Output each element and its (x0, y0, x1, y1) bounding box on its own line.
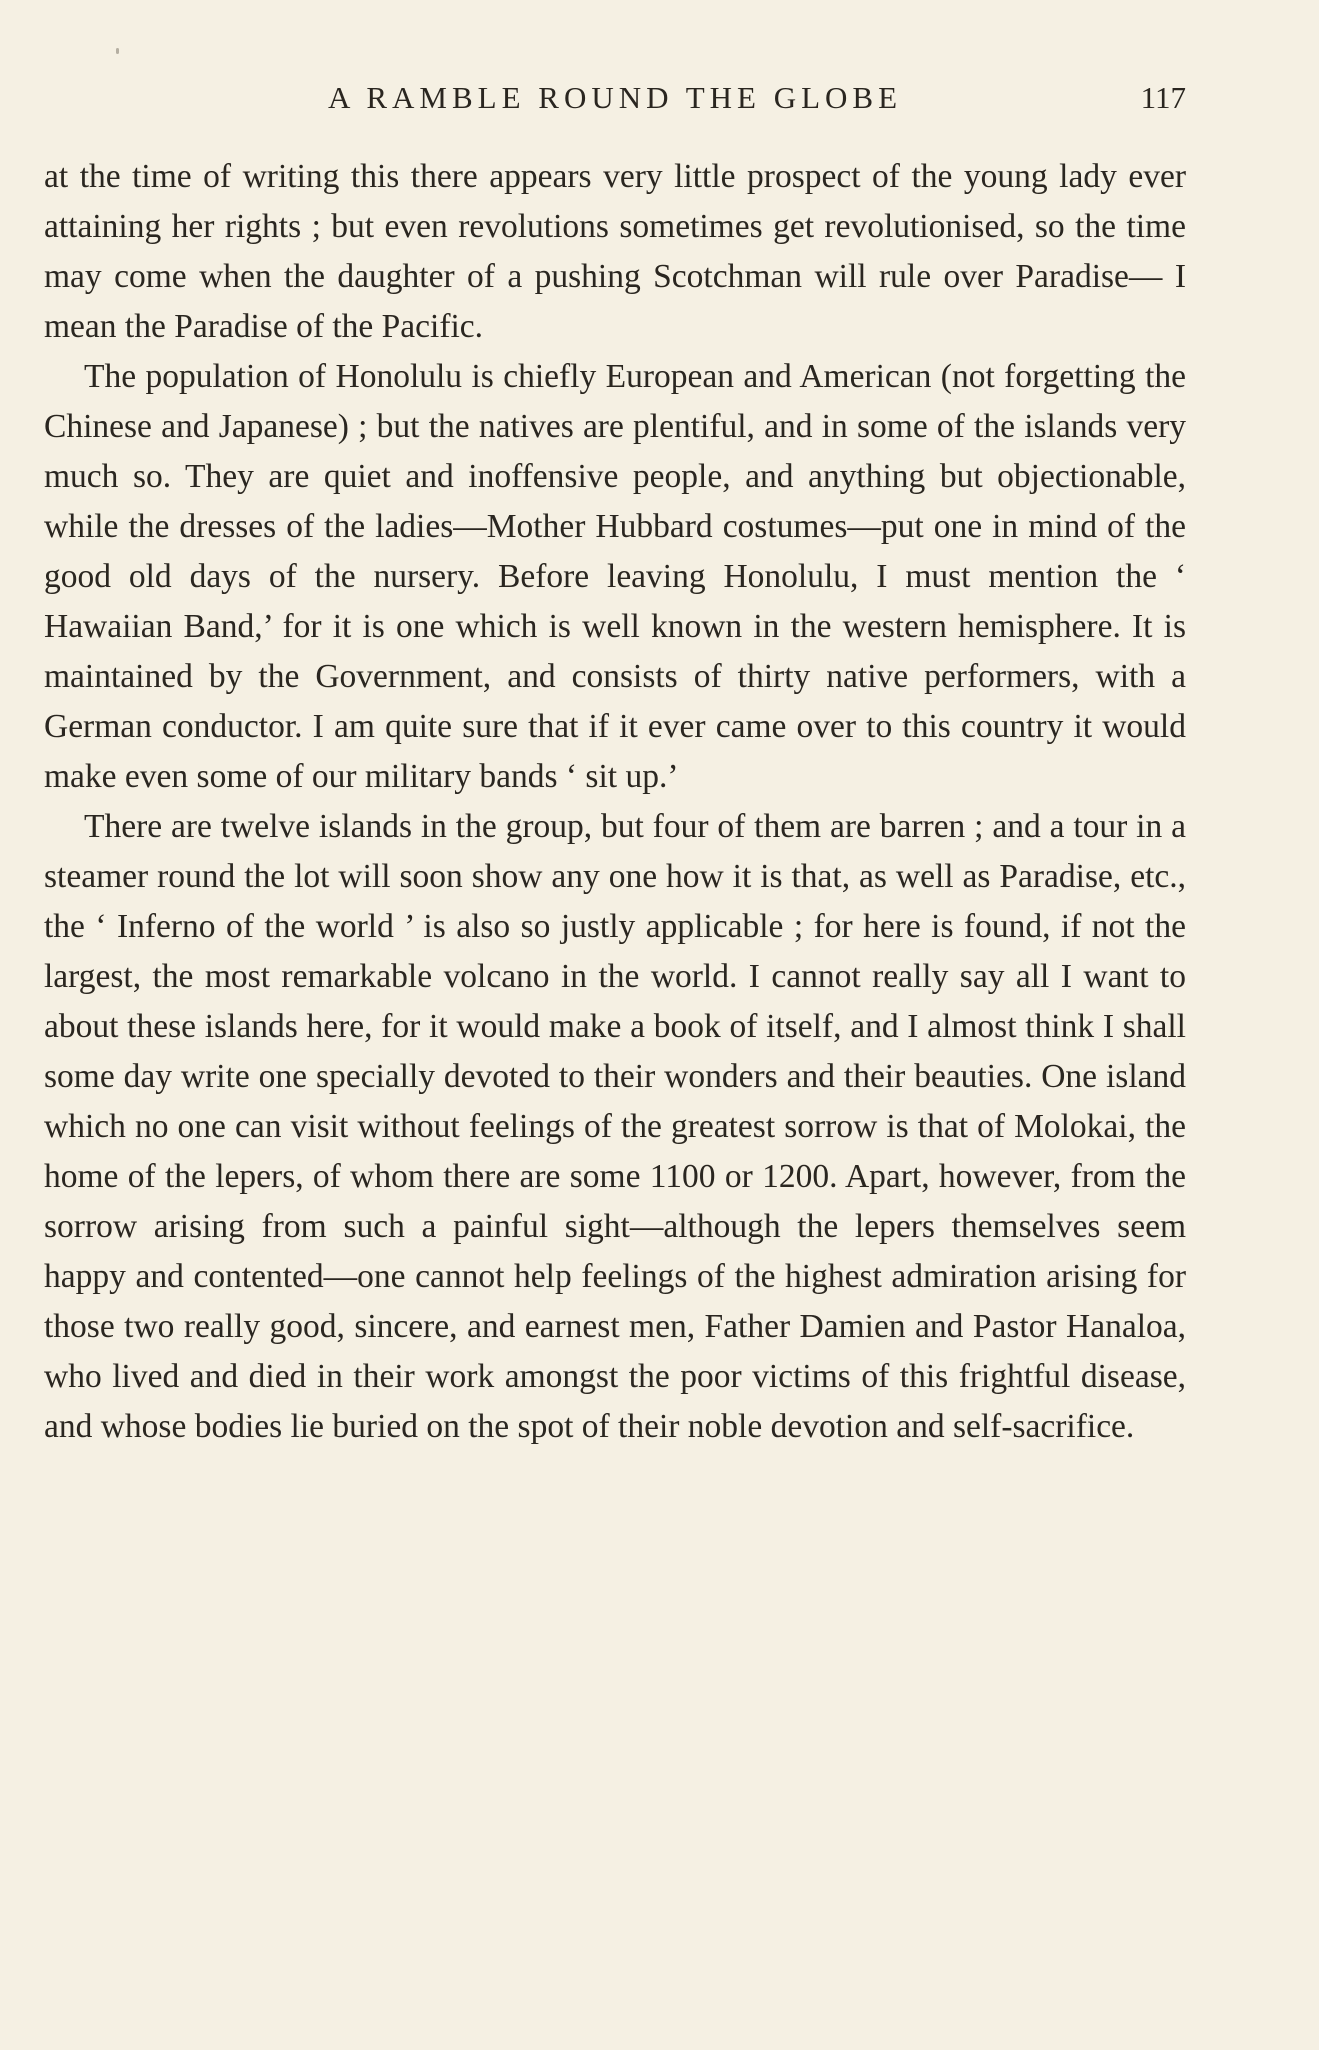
running-head (44, 78, 1186, 122)
paragraph-twelve-islands: There are twelve islands in the group, but four of them are barren ; and a tour in a steamer round the lot will soon show any one how it is that, as well as Paradise, etc., the ‘ Inferno of the world ’ is also so justly applicable ; for here is found, if not the largest, the most remarkable volcano in the world. I cannot really say all I want to about these islands here, for it would make a book of itself, and I almost think I shall some day write one specially devoted to their wonders and their beauties. One island which no one can visit without feelings of the greatest sorrow is that of Molokai, the home of the lepers, of whom there are some 1100 or 1200. Apart, however, from the sorrow arising from such a painful sight—although the lepers themselves seem happy and contented—one cannot help feelings of the highest admiration arising for those two really good, sincere, and earnest men, Father Damien and Pastor Hanaloa, who lived and died in their work amongst the poor victims of this frightful disease, and whose bodies lie buried on the spot of their noble devotion and self-sacrifice. (44, 808, 1186, 1445)
page-number: 117 (1140, 80, 1186, 115)
ink-speck (116, 48, 119, 54)
paragraph-continuation: at the time of writing this there appears very little prospect of the young lady ever attaining her rights ; but even revolutions sometimes get revolutionised, so the time may come when the daughter of a pushing Scotchman will rule over Paradise— I mean the Paradise of the Pacific. (44, 158, 1186, 345)
body-text (44, 152, 1186, 1452)
paragraph-honolulu-population: The population of Honolulu is chiefly European and American (not forgetting the Chinese and Japanese) ; but the natives are plentiful, and in some of the islands very much so. They are quiet and inoffensive people, and anything but objectionable, while the dresses of the ladies—Mother Hubbard costumes—put one in mind of the good old days of the nursery. Before leaving Honolulu, I must mention the ‘ Hawaiian Band,’ for it is one which is well known in the western hemisphere. It is maintained by the Government, and consists of thirty native performers, with a German conductor. I am quite sure that if it ever came over to this country it would make even some of our military bands ‘ sit up.’ (44, 358, 1186, 795)
running-title: A RAMBLE ROUND THE GLOBE (327, 80, 903, 115)
